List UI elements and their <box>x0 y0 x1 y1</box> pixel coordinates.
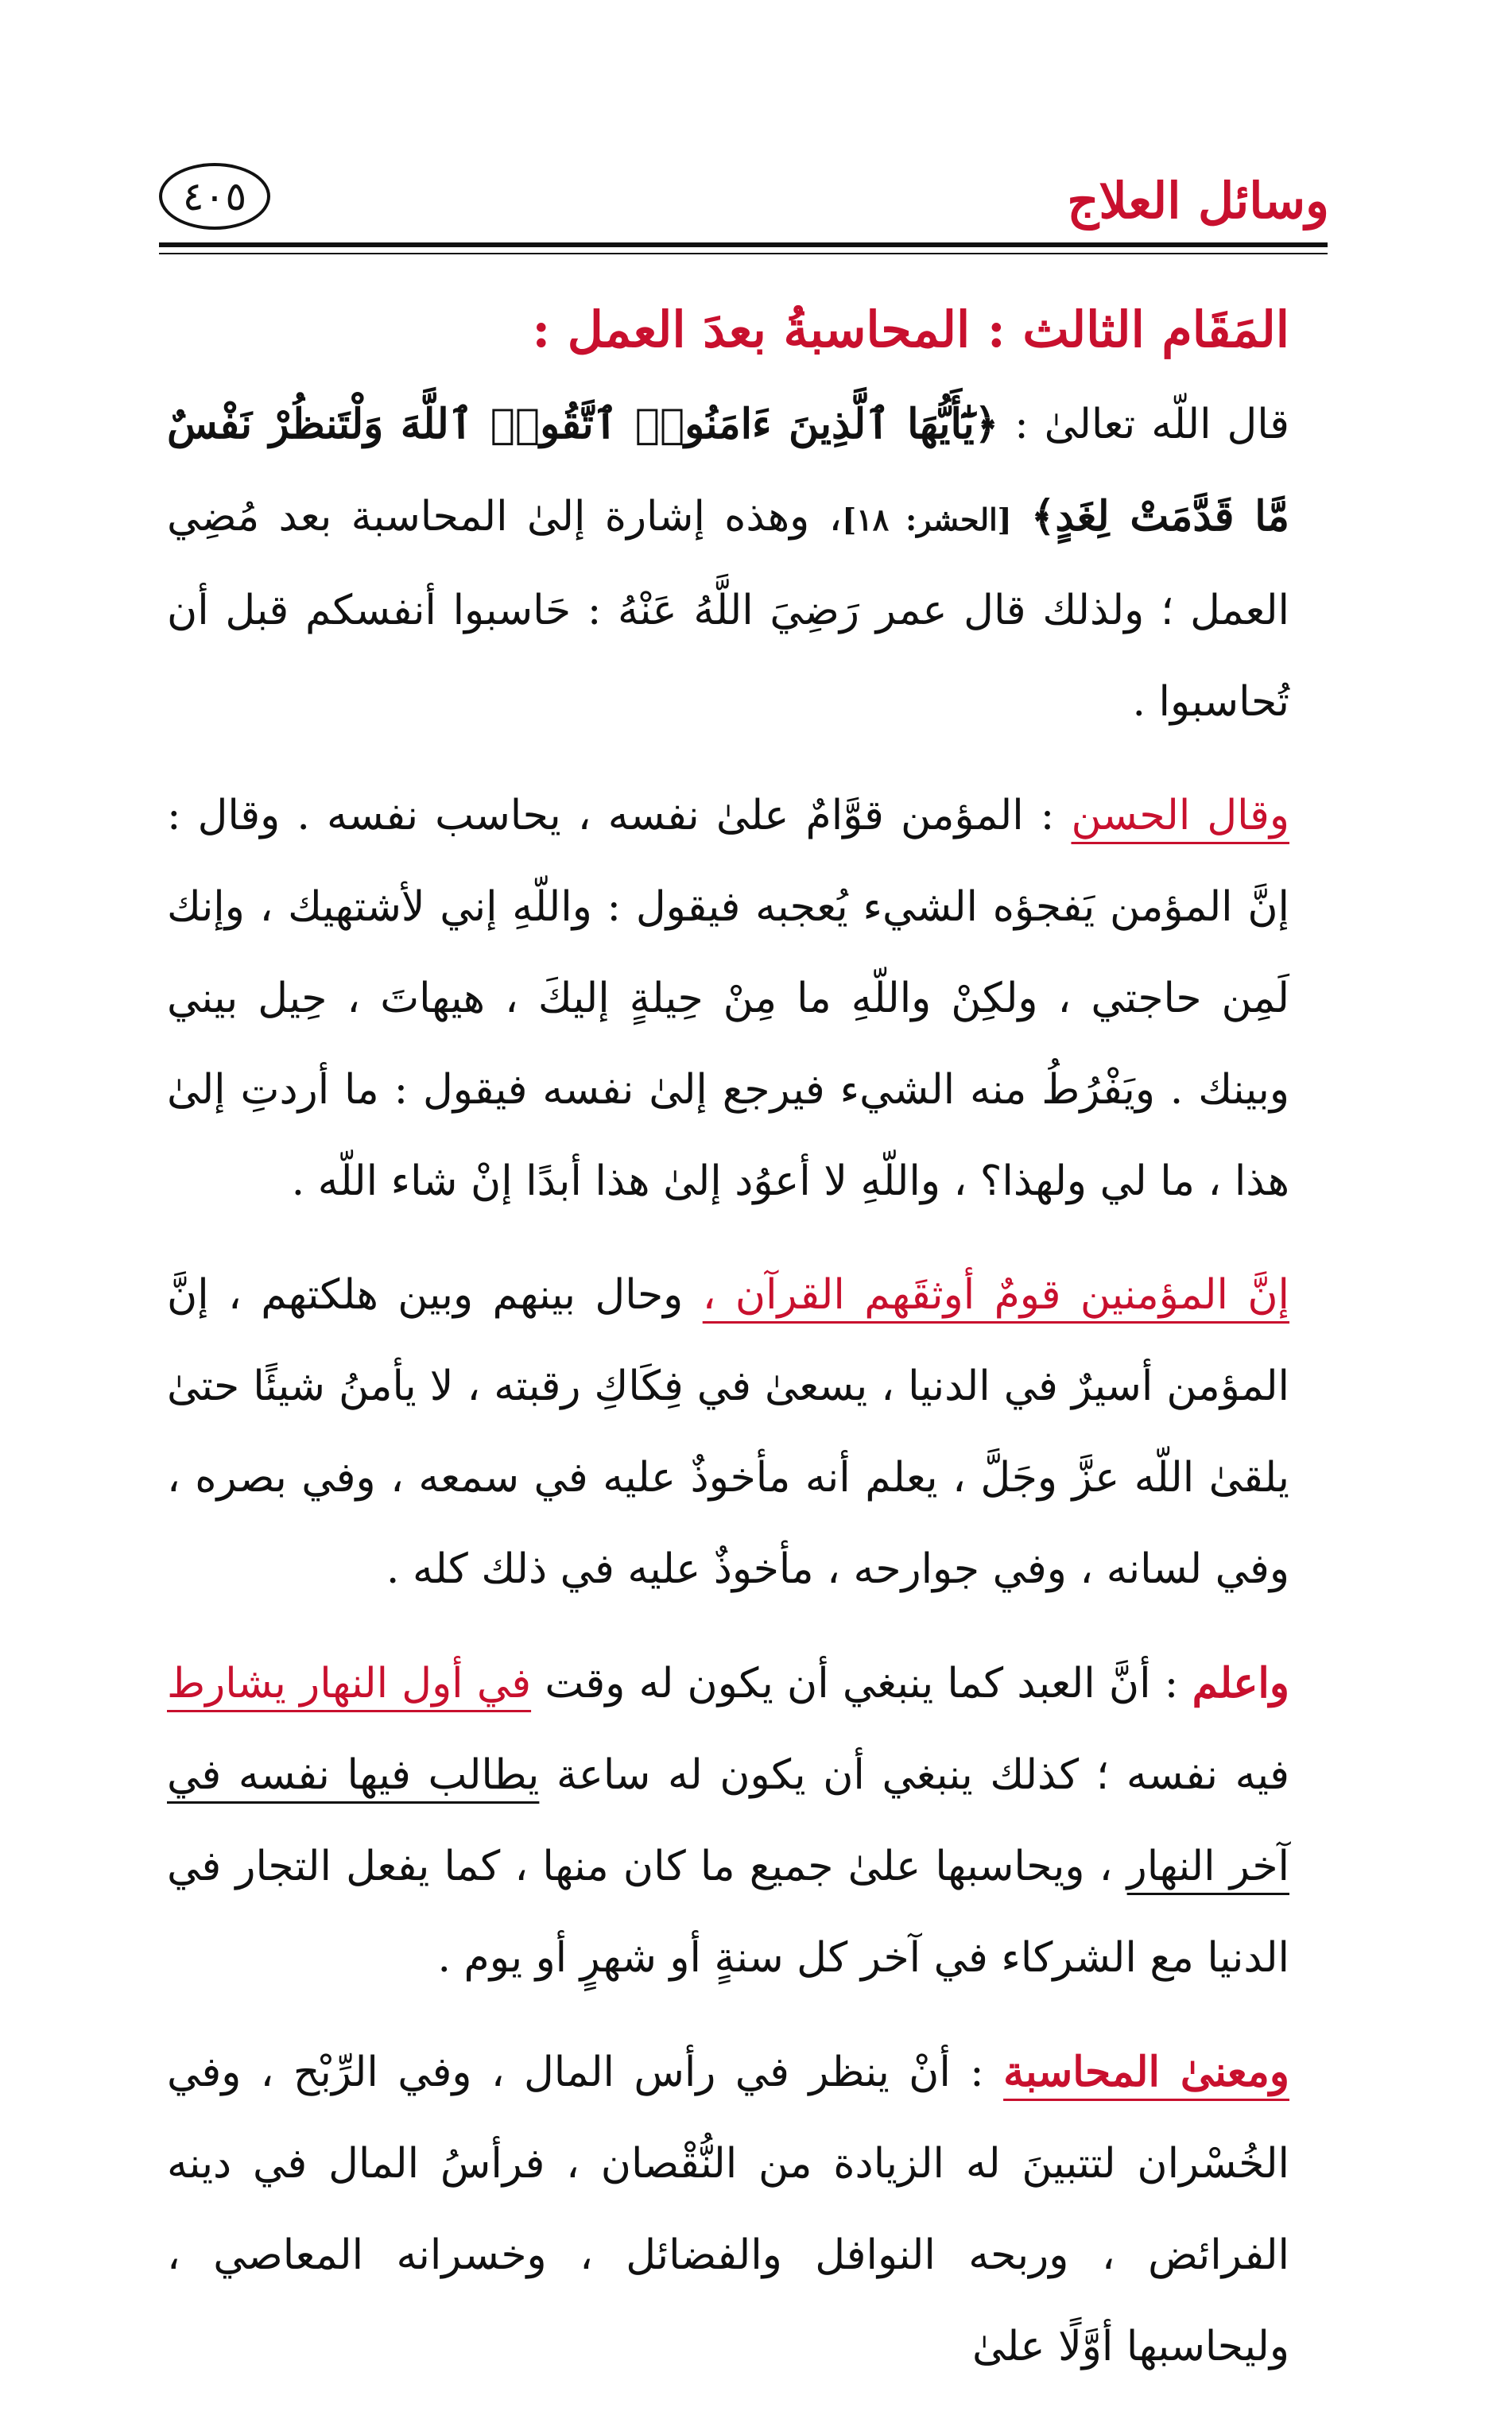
p5-lead: ومعنىٰ المحاسبة <box>1003 2048 1289 2096</box>
paragraph-4 <box>167 1638 1328 2004</box>
p2-text: : المؤمن قوَّامٌ علىٰ نفسه ، يحاسب نفسه . وقال : إنَّ المؤمن يَفجؤه الشيء يُعجبه فيقول : واللّهِ إني لأشتهيك ، وإنك لَمِن حاجتي ، ولكِنْ واللّهِ ما مِنْ حِيلةٍ إليكَ ، هيهاتَ ، حِيل بيني وبينك . ويَفْرُطُ منه الشيء فيرجع إلىٰ نفسه فيقول : ما أردتِ إلىٰ هذا ، ما لي ولهذا؟ ، واللّهِ لا أعوُد إلىٰ هذا أبدًا إنْ شاء اللّه . <box>167 792 1289 1205</box>
p3-lead: إنَّ المؤمنين قومٌ أوثقَهم القرآن ، <box>702 1271 1290 1319</box>
verse-reference: [الحشر: ١٨] <box>842 502 1012 537</box>
p2-lead: وقال الحسن <box>1071 792 1289 839</box>
p4-lead: واعلم <box>1192 1659 1289 1708</box>
paragraph-1 <box>167 378 1328 748</box>
p5-text: : أنْ ينظر في رأس المال ، وفي الرِّبْح ، وفي الخُسْران لتتبينَ له الزيادة من النُّقْصان ، فرأسُ المال في دينه الفرائض ، وربحه النوافل والفضائل ، وخسرانه المعاصي ، وليحاسبها أوَّلًا علىٰ <box>167 2049 1289 2370</box>
header-rule-thick <box>159 242 1328 247</box>
p4-text2: فيه نفسه ؛ كذلك ينبغي أن يكون له ساعة <box>539 1751 1290 1799</box>
running-header-title: وسائل العلاج <box>1067 172 1329 230</box>
page-number-badge: ٤٠٥ <box>159 163 270 230</box>
p4-highlight2: يطالب فيها نفسه في آخر النهار <box>167 1751 1289 1890</box>
page-body <box>167 286 1328 2415</box>
paragraph-2 <box>167 770 1328 1227</box>
p4-text1: : أنَّ العبد كما ينبغي أن يكون له وقت <box>531 1660 1192 1708</box>
p1-rest: ، وهذه إشارة إلىٰ المحاسبة بعد مُضِي العمل ؛ ولذلك قال عمر رَضِيَ اللَّهُ عَنْهُ : حَاسبوا أنفسكم قبل أن تُحاسبوا . <box>167 493 1289 726</box>
p3-text: وحال بينهم وبين هلكتهم ، إنَّ المؤمن أسيرٌ في الدنيا ، يسعىٰ في فِكَاكِ رقبته ، لا يأمنُ شيئًا حتىٰ يلقىٰ اللّه عزَّ وجَلَّ ، يعلم أنه مأخوذٌ عليه في سمعه ، وفي بصره ، وفي لسانه ، وفي جوارحه ، مأخوذٌ عليه في ذلك كله . <box>167 1271 1289 1593</box>
paragraph-3 <box>167 1250 1328 1615</box>
header-rule-thin <box>159 253 1328 254</box>
p4-text3: ، ويحاسبها علىٰ جميع ما كان منها ، كما يفعل التجار في الدنيا مع الشركاء في آخر كل سنةٍ أو شهرٍ أو يوم . <box>167 1843 1289 1982</box>
section-heading: المَقَام الثالث : المحاسبةُ بعدَ العمل : <box>532 300 1289 359</box>
quran-verse: ﴿يَٰٓأَيُّهَا ٱلَّذِينَ ءَامَنُوا۟ ٱتَّقُوا۟ ٱللَّهَ وَلْتَنظُرْ نَفْسٌ مَّا قَدَّمَتْ لِغَدٍ﴾ <box>167 400 1289 541</box>
paragraph-5 <box>167 2026 1328 2393</box>
p4-highlight1: في أول النهار يشارط <box>167 1660 532 1708</box>
p1-intro: قال اللّه تعالىٰ : <box>998 401 1289 448</box>
